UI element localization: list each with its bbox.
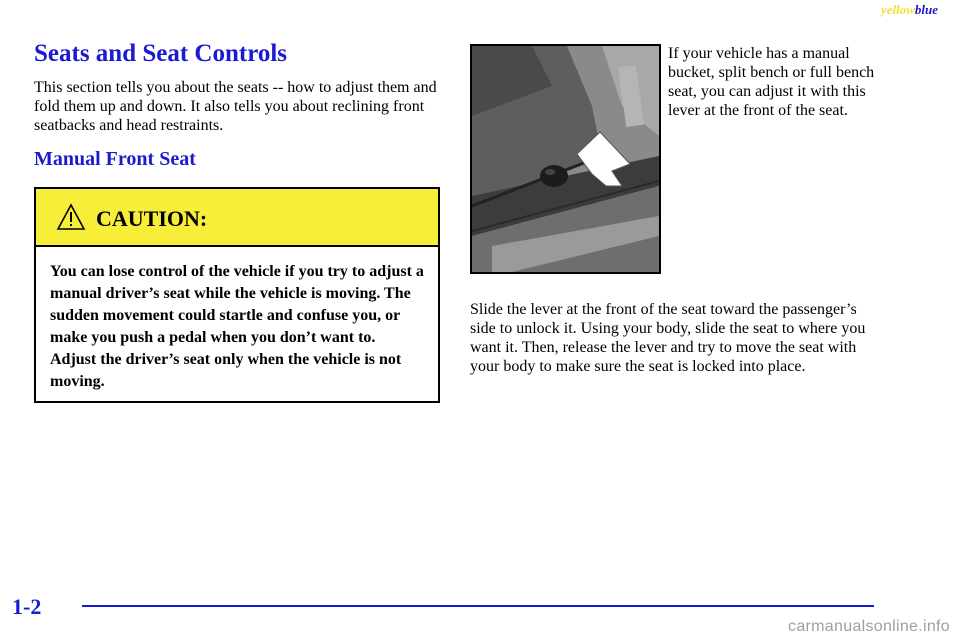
- caution-header: [36, 189, 438, 247]
- footer-rule: [82, 605, 874, 607]
- seat-lever-photo: [470, 44, 661, 274]
- warning-triangle-icon: [56, 203, 86, 231]
- color-tag-blue: blue: [914, 2, 938, 17]
- seat-lever-illustration: [472, 46, 659, 272]
- figure-caption: If your vehicle has a manual bucket, split bench or full bench seat, you can adjust it with this lever at the front of the seat.: [668, 45, 875, 119]
- page-title: Seats and Seat Controls: [34, 40, 288, 67]
- color-tag: [881, 2, 938, 18]
- caution-label: CAUTION:: [96, 206, 208, 231]
- page-number: 1-2: [12, 594, 42, 619]
- caution-box: [34, 187, 440, 403]
- section-subheading: Manual Front Seat: [34, 148, 196, 170]
- watermark: carmanualsonline.info: [788, 618, 950, 635]
- body-paragraph: Slide the lever at the front of the seat toward the passenger’s side to unlock it. Using your body, slide the seat to where you want it. Then, release the lever and try to move the seat with your body to make sure the seat is locked into place.: [470, 301, 866, 375]
- intro-paragraph: This section tells you about the seats -- how to adjust them and fold them up and down. It also tells you about reclining front seatbacks and head restraints.: [34, 79, 437, 134]
- color-tag-yellow: yellow: [880, 2, 915, 17]
- caution-text: You can lose control of the vehicle if you try to adjust a manual driver’s seat while the vehicle is moving. The sudden movement could startle and confuse you, or make you push a pedal when you don’t want to. Adjust the driver’s seat only when the vehicle is not moving.: [50, 263, 424, 390]
